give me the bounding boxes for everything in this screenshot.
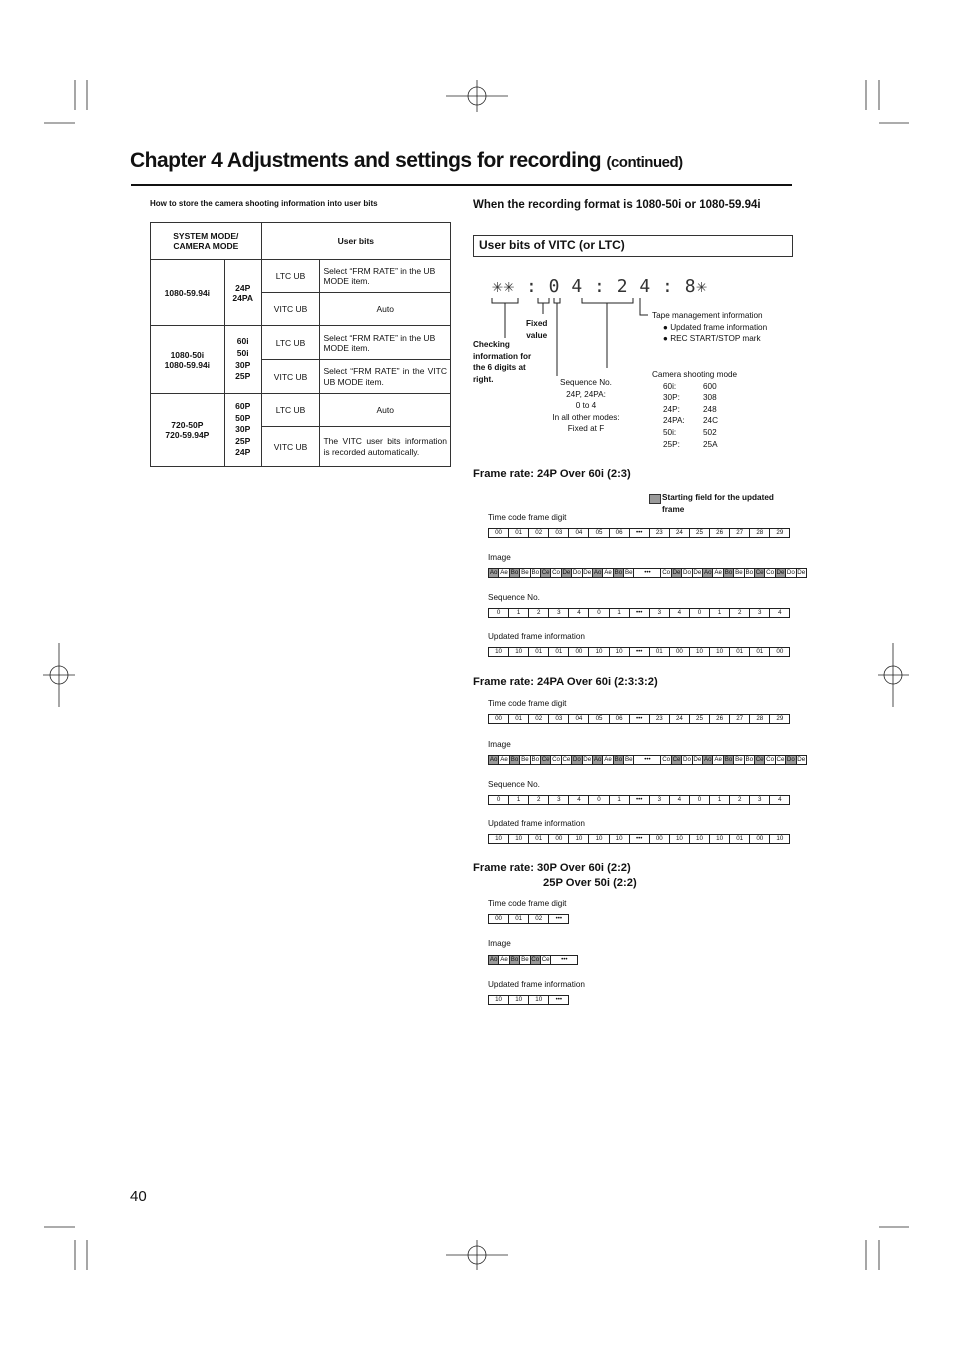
strip-cell: Ao bbox=[703, 756, 712, 763]
label-checking-info: Checking information for the 6 digits at right. bbox=[473, 340, 532, 384]
strip-cell: ••• bbox=[634, 568, 661, 578]
strip-cell: Be bbox=[521, 956, 529, 963]
table-cell-system-mode: 1080-59.94i bbox=[151, 260, 225, 326]
strip-cell: 4 bbox=[670, 795, 690, 805]
strip-cell: Co bbox=[531, 956, 540, 963]
strip-cell: 01 bbox=[529, 647, 549, 657]
strip-cell: Co bbox=[552, 569, 560, 576]
strip-cell: 4 bbox=[770, 608, 790, 618]
table-cell-ub-setting: Select “FRM RATE” in the VITC UB MODE item. bbox=[320, 360, 451, 394]
caption-sequence: Sequence No. bbox=[488, 593, 540, 602]
strip-cell: 00 bbox=[770, 647, 790, 657]
strip-cell: 29 bbox=[770, 714, 790, 724]
strip-cell: 28 bbox=[750, 714, 770, 724]
strip-cell: Be bbox=[521, 569, 529, 576]
strip-cell: Be bbox=[624, 569, 633, 576]
table-header-mode: SYSTEM MODE/ CAMERA MODE bbox=[151, 223, 262, 260]
strip-cell: Bo bbox=[614, 569, 623, 576]
label-sequence-block bbox=[545, 377, 627, 435]
strip-cell: Ao bbox=[703, 569, 712, 576]
strip-cell: De bbox=[797, 756, 806, 763]
strip-cell: Ae bbox=[500, 956, 508, 963]
table-cell-ub-type: LTC UB bbox=[261, 326, 320, 360]
frame-rate-24pa-title: Frame rate: 24PA Over 60i (2:3:3:2) bbox=[473, 676, 658, 688]
strip-cell: 4 bbox=[569, 608, 589, 618]
table-cell-camera-mode: 60P 50P 30P 25P 24P bbox=[224, 394, 261, 467]
table-cell-ub-setting: The VITC user bits information is recorded automatically. bbox=[320, 427, 451, 467]
label-camera-title: Camera shooting mode bbox=[652, 370, 738, 379]
table-cell-camera-mode: 24P 24PA bbox=[224, 260, 261, 326]
frame-rate-24p-title: Frame rate: 24P Over 60i (2:3) bbox=[473, 468, 631, 480]
table-cell-ub-type: VITC UB bbox=[261, 427, 320, 467]
strip-cell: 01 bbox=[730, 834, 750, 844]
strip-cell: ••• bbox=[549, 914, 569, 924]
label-sequence-range: 0 to 4 bbox=[575, 401, 597, 411]
strip-cell: 10 bbox=[569, 834, 589, 844]
strip-cell: 04 bbox=[569, 714, 589, 724]
recording-format-heading: When the recording format is 1080-50i or 1080-59.94i bbox=[473, 199, 761, 211]
table-cell-camera-mode: 60i 50i 30P 25P bbox=[224, 326, 261, 394]
strip-cell: Bo bbox=[745, 569, 754, 576]
user-bits-code: ✳✳ : 0 4 : 2 4 : 8✳ bbox=[492, 276, 708, 297]
fr1-updated-strip bbox=[488, 647, 790, 657]
strip-cell: 0 bbox=[589, 795, 609, 805]
strip-cell: ••• bbox=[630, 795, 650, 805]
strip-cell: 3 bbox=[650, 608, 670, 618]
strip-cell: 05 bbox=[589, 528, 609, 538]
strip-cell: 06 bbox=[610, 714, 630, 724]
strip-cell: Ae bbox=[500, 756, 508, 763]
strip-cell: 01 bbox=[750, 647, 770, 657]
caption-timecode: Time code frame digit bbox=[488, 699, 567, 708]
frame-rate-30p-title: Frame rate: 30P Over 60i (2:2) bbox=[473, 862, 631, 874]
strip-cell: Co bbox=[552, 756, 560, 763]
fr1-sequence-strip bbox=[488, 608, 790, 618]
strip-cell: 10 bbox=[589, 647, 609, 657]
strip-cell: ••• bbox=[630, 528, 650, 538]
strip-cell: 10 bbox=[670, 834, 690, 844]
strip-cell: 10 bbox=[489, 995, 509, 1005]
strip-cell: De bbox=[797, 569, 806, 576]
strip-cell: 1 bbox=[509, 795, 529, 805]
label-camera-values: 600 308 248 24C 502 25A bbox=[703, 381, 719, 449]
strip-cell: Ce bbox=[541, 956, 550, 963]
label-camera-block bbox=[652, 369, 737, 450]
table-cell-ub-setting: Auto bbox=[320, 394, 451, 427]
strip-cell: Bo bbox=[510, 756, 519, 763]
strip-cell: 01 bbox=[730, 647, 750, 657]
strip-cell: Bo bbox=[745, 756, 754, 763]
strip-cell: 1 bbox=[710, 795, 730, 805]
table-cell-ub-setting: Select “FRM RATE” in the UB MODE item. bbox=[320, 326, 451, 360]
strip-cell: 03 bbox=[549, 714, 569, 724]
strip-cell: Be bbox=[624, 756, 633, 763]
strip-cell: 2 bbox=[730, 608, 750, 618]
strip-cell: 23 bbox=[650, 714, 670, 724]
strip-cell: Do bbox=[572, 569, 581, 576]
vitc-title: User bits of VITC (or LTC) bbox=[479, 238, 625, 252]
strip-cell: De bbox=[693, 569, 702, 576]
strip-cell: Bo bbox=[510, 956, 519, 963]
strip-cell: Ce bbox=[755, 569, 764, 576]
strip-cell: 1 bbox=[610, 608, 630, 618]
strip-cell: Bo bbox=[724, 756, 733, 763]
label-tape-block bbox=[652, 310, 767, 345]
strip-cell: Bo bbox=[614, 756, 623, 763]
fr2-sequence-strip bbox=[488, 795, 790, 805]
strip-cell: Do bbox=[786, 569, 795, 576]
strip-cell: 01 bbox=[509, 528, 529, 538]
strip-cell: 01 bbox=[650, 647, 670, 657]
strip-cell: Co bbox=[766, 756, 775, 763]
strip-cell: ••• bbox=[630, 834, 650, 844]
table-cell-system-mode: 1080-50i 1080-59.94i bbox=[151, 326, 225, 394]
label-sequence-other: In all other modes: bbox=[552, 412, 620, 422]
table-cell-ub-type: VITC UB bbox=[261, 360, 320, 394]
strip-cell: De bbox=[672, 569, 681, 576]
strip-cell: 29 bbox=[770, 528, 790, 538]
strip-cell: 2 bbox=[730, 795, 750, 805]
strip-cell: Do bbox=[572, 756, 581, 763]
strip-cell: Be bbox=[735, 569, 743, 576]
strip-cell: Be bbox=[735, 756, 743, 763]
strip-cell: ••• bbox=[630, 608, 650, 618]
page-number: 40 bbox=[130, 1188, 147, 1205]
strip-cell: 10 bbox=[710, 834, 730, 844]
strip-cell: Be bbox=[521, 756, 529, 763]
strip-cell: Ao bbox=[489, 569, 498, 576]
strip-cell: 05 bbox=[589, 714, 609, 724]
strip-cell: 10 bbox=[489, 834, 509, 844]
label-tape-bullet-2: ● REC START/STOP mark bbox=[663, 334, 761, 344]
strip-cell: 3 bbox=[549, 795, 569, 805]
fr2-timecode-strip bbox=[488, 714, 790, 724]
strip-cell: Bo bbox=[724, 569, 733, 576]
strip-cell: 10 bbox=[690, 834, 710, 844]
strip-cell: De bbox=[583, 569, 592, 576]
strip-cell: Ce bbox=[541, 756, 550, 763]
strip-cell: 10 bbox=[610, 647, 630, 657]
strip-cell: Ao bbox=[593, 569, 602, 576]
strip-cell: 00 bbox=[489, 914, 509, 924]
strip-cell: 03 bbox=[549, 528, 569, 538]
strip-cell: 02 bbox=[529, 714, 549, 724]
strip-cell: 10 bbox=[710, 647, 730, 657]
strip-cell: Ae bbox=[604, 756, 612, 763]
strip-cell: Ao bbox=[593, 756, 602, 763]
fr3-timecode-strip bbox=[488, 914, 569, 924]
strip-cell: 1 bbox=[509, 608, 529, 618]
table-cell-ub-type: LTC UB bbox=[261, 260, 320, 293]
table-header-userbits: User bits bbox=[261, 223, 450, 260]
label-camera-modes: 60i: 30P: 24P: 24PA: 50i: 25P: bbox=[663, 381, 685, 449]
strip-cell: 2 bbox=[529, 795, 549, 805]
caption-timecode: Time code frame digit bbox=[488, 899, 567, 908]
strip-cell: 00 bbox=[670, 647, 690, 657]
strip-cell: Bo bbox=[510, 569, 519, 576]
strip-cell: 4 bbox=[569, 795, 589, 805]
strip-cell: 01 bbox=[529, 834, 549, 844]
strip-cell: Do bbox=[786, 756, 795, 763]
strip-cell: 10 bbox=[489, 647, 509, 657]
table-cell-ub-setting: Auto bbox=[320, 293, 451, 326]
frame-rate-25p-title: 25P Over 50i (2:2) bbox=[543, 877, 637, 889]
continued-label: (continued) bbox=[606, 154, 683, 171]
strip-cell: 00 bbox=[489, 714, 509, 724]
caption-image: Image bbox=[488, 939, 511, 948]
strip-cell: 0 bbox=[690, 795, 710, 805]
strip-cell: 02 bbox=[529, 914, 549, 924]
strip-cell: Ao bbox=[489, 956, 498, 963]
strip-cell: 01 bbox=[549, 647, 569, 657]
legend-swatch bbox=[649, 494, 661, 504]
strip-cell: 27 bbox=[730, 714, 750, 724]
caption-updated: Updated frame information bbox=[488, 632, 585, 641]
label-sequence-fixed: Fixed at F bbox=[567, 424, 605, 434]
table-cell-ub-type: LTC UB bbox=[261, 394, 320, 427]
strip-cell: Co bbox=[662, 569, 671, 576]
legend-text: Starting field for the updated frame bbox=[662, 493, 774, 514]
label-tape-title: Tape management information bbox=[652, 311, 763, 320]
strip-cell: 0 bbox=[489, 608, 509, 618]
fr2-updated-strip bbox=[488, 834, 790, 844]
label-sequence-title: Sequence No. 24P, 24PA: bbox=[560, 378, 612, 399]
strip-cell: 24 bbox=[670, 714, 690, 724]
label-tape-bullet-1: ● Updated frame information bbox=[663, 322, 768, 332]
strip-cell: Bo bbox=[531, 756, 540, 763]
strip-cell: 10 bbox=[770, 834, 790, 844]
chapter-title bbox=[130, 149, 683, 173]
strip-cell: De bbox=[583, 756, 592, 763]
strip-cell: 3 bbox=[750, 608, 770, 618]
caption-image: Image bbox=[488, 740, 511, 749]
strip-cell: 04 bbox=[569, 528, 589, 538]
strip-cell: 00 bbox=[549, 834, 569, 844]
strip-cell: 00 bbox=[569, 647, 589, 657]
strip-cell: 10 bbox=[509, 834, 529, 844]
vitc-title-box bbox=[473, 235, 793, 257]
caption-image: Image bbox=[488, 553, 511, 562]
strip-cell: 01 bbox=[509, 714, 529, 724]
strip-cell: Ce bbox=[672, 756, 681, 763]
heading-rule bbox=[131, 184, 792, 186]
strip-cell: 01 bbox=[509, 914, 529, 924]
strip-cell: De bbox=[562, 569, 571, 576]
strip-cell: Ce bbox=[562, 756, 571, 763]
strip-cell: 4 bbox=[670, 608, 690, 618]
strip-cell: 4 bbox=[770, 795, 790, 805]
strip-cell: 2 bbox=[529, 608, 549, 618]
strip-cell: Ce bbox=[755, 756, 764, 763]
strip-cell: Ce bbox=[541, 569, 550, 576]
strip-cell: 25 bbox=[690, 714, 710, 724]
strip-cell: 0 bbox=[489, 795, 509, 805]
howto-heading: How to store the camera shooting information into user bits bbox=[150, 199, 378, 208]
strip-cell: 02 bbox=[529, 528, 549, 538]
strip-cell: 10 bbox=[690, 647, 710, 657]
label-fixed-value: Fixed value bbox=[526, 319, 548, 340]
strip-cell: 1 bbox=[610, 795, 630, 805]
strip-cell: 26 bbox=[710, 528, 730, 538]
strip-cell: Ce bbox=[776, 756, 785, 763]
strip-cell: 10 bbox=[529, 995, 549, 1005]
strip-cell: 26 bbox=[710, 714, 730, 724]
strip-cell: ••• bbox=[634, 755, 661, 765]
strip-cell: 24 bbox=[670, 528, 690, 538]
strip-cell: 28 bbox=[750, 528, 770, 538]
strip-cell: ••• bbox=[630, 714, 650, 724]
strip-cell: 00 bbox=[489, 528, 509, 538]
strip-cell: De bbox=[776, 569, 785, 576]
strip-cell: 06 bbox=[610, 528, 630, 538]
fr1-image-strip bbox=[488, 568, 807, 578]
strip-cell: Ao bbox=[489, 756, 498, 763]
fr1-timecode-strip bbox=[488, 528, 790, 538]
strip-cell: ••• bbox=[549, 995, 569, 1005]
table-cell-ub-type: VITC UB bbox=[261, 293, 320, 326]
strip-cell: Do bbox=[682, 569, 691, 576]
strip-cell: 23 bbox=[650, 528, 670, 538]
strip-cell: 0 bbox=[690, 608, 710, 618]
strip-cell: 00 bbox=[750, 834, 770, 844]
caption-updated: Updated frame information bbox=[488, 980, 585, 989]
table-cell-ub-setting: Select “FRM RATE” in the UB MODE item. bbox=[320, 260, 451, 293]
user-bits-table bbox=[150, 222, 451, 467]
caption-timecode: Time code frame digit bbox=[488, 513, 567, 522]
strip-cell: 1 bbox=[710, 608, 730, 618]
strip-cell: Ae bbox=[714, 756, 722, 763]
strip-cell: ••• bbox=[551, 955, 578, 965]
strip-cell: 10 bbox=[610, 834, 630, 844]
strip-cell: Bo bbox=[531, 569, 540, 576]
strip-cell: 3 bbox=[650, 795, 670, 805]
strip-cell: ••• bbox=[630, 647, 650, 657]
fr3-image-strip bbox=[488, 955, 578, 965]
strip-cell: Ae bbox=[500, 569, 508, 576]
strip-cell: Do bbox=[682, 756, 691, 763]
fr3-updated-strip bbox=[488, 995, 569, 1005]
table-cell-system-mode: 720-50P 720-59.94P bbox=[151, 394, 225, 467]
strip-cell: 25 bbox=[690, 528, 710, 538]
caption-updated: Updated frame information bbox=[488, 819, 585, 828]
strip-cell: Co bbox=[662, 756, 671, 763]
strip-cell: 3 bbox=[750, 795, 770, 805]
strip-cell: Ae bbox=[604, 569, 612, 576]
strip-cell: 10 bbox=[509, 995, 529, 1005]
strip-cell: 27 bbox=[730, 528, 750, 538]
strip-cell: 00 bbox=[650, 834, 670, 844]
fr2-image-strip bbox=[488, 755, 807, 765]
caption-sequence: Sequence No. bbox=[488, 780, 540, 789]
strip-cell: 3 bbox=[549, 608, 569, 618]
chapter-title-text: Chapter 4 Adjustments and settings for recording bbox=[130, 149, 602, 172]
strip-cell: Ae bbox=[714, 569, 722, 576]
strip-cell: De bbox=[693, 756, 702, 763]
strip-cell: 10 bbox=[509, 647, 529, 657]
strip-cell: 10 bbox=[589, 834, 609, 844]
strip-cell: 0 bbox=[589, 608, 609, 618]
strip-cell: Co bbox=[766, 569, 775, 576]
